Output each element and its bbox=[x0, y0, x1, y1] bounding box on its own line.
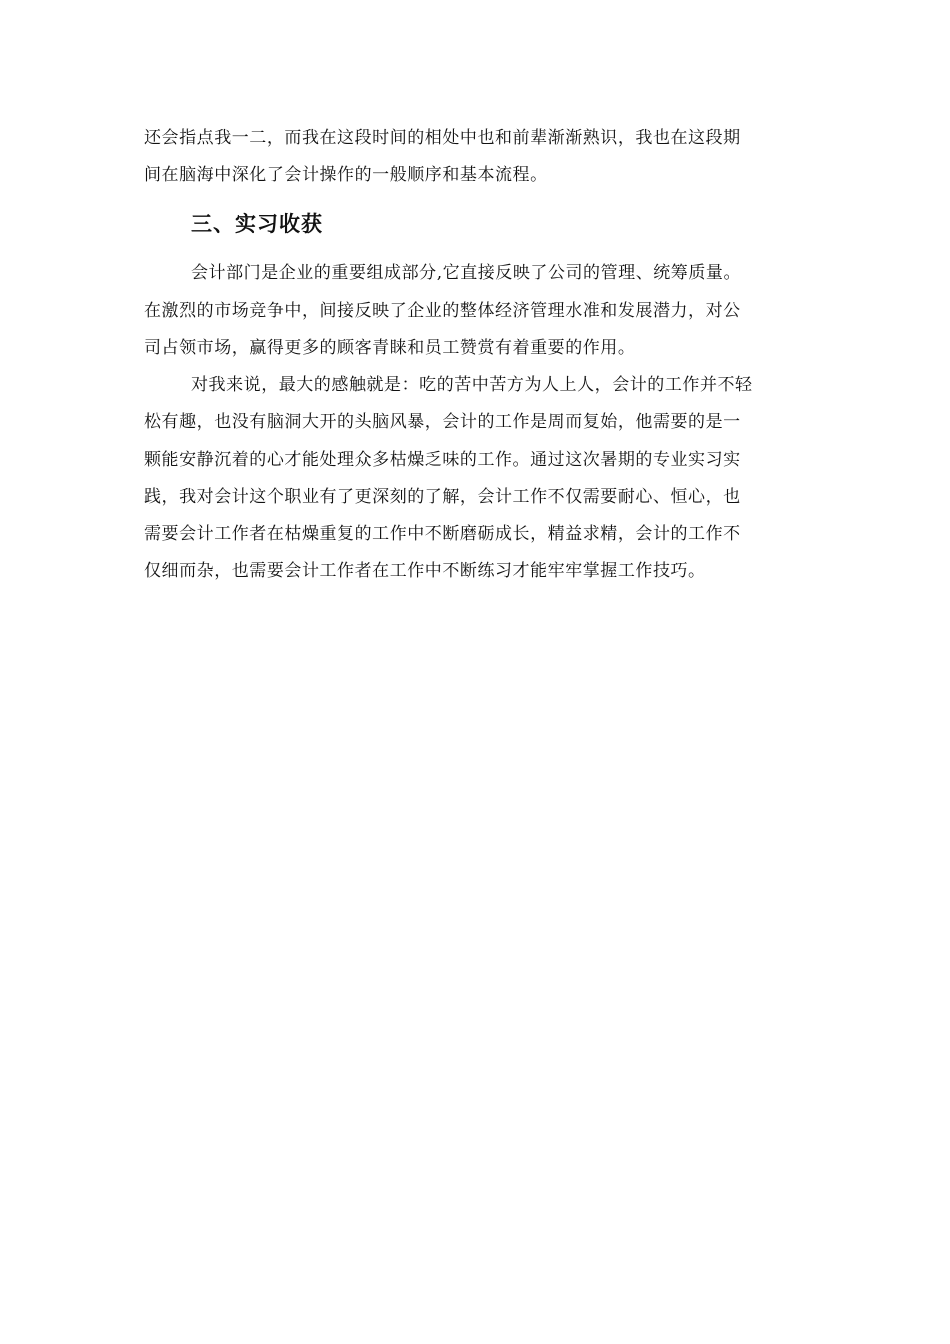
paragraph2-line-6: 仅细而杂，也需要会计工作者在工作中不断练习才能牢牢掌握工作技巧。 bbox=[144, 561, 706, 581]
paragraph2-line-2: 松有趣，也没有脑洞大开的头脑风暴，会计的工作是周而复始，他需要的是一 bbox=[144, 412, 741, 432]
paragraph1-line-3: 司占领市场，赢得更多的顾客青睐和员工赞赏有着重要的作用。 bbox=[144, 338, 636, 358]
paragraph2-line-1: 对我来说，最大的感触就是：吃的苦中苦方为人上人，会计的工作并不轻 bbox=[191, 375, 753, 395]
paragraph2-line-4: 践，我对会计这个职业有了更深刻的了解，会计工作不仅需要耐心、恒心，也 bbox=[144, 487, 741, 507]
intro-line-1: 还会指点我一二，而我在这段时间的相处中也和前辈渐渐熟识，我也在这段期 bbox=[144, 128, 741, 148]
section-heading: 三、实习收获 bbox=[191, 212, 323, 236]
paragraph2-line-5: 需要会计工作者在枯燥重复的工作中不断磨砺成长，精益求精，会计的工作不 bbox=[144, 524, 741, 544]
paragraph1-line-1: 会计部门是企业的重要组成部分,它直接反映了公司的管理、统筹质量。 bbox=[191, 263, 742, 283]
intro-line-2: 间在脑海中深化了会计操作的一般顺序和基本流程。 bbox=[144, 165, 548, 185]
paragraph1-line-2: 在激烈的市场竞争中，间接反映了企业的整体经济管理水准和发展潜力，对公 bbox=[144, 301, 741, 321]
paragraph2-line-3: 颗能安静沉着的心才能处理众多枯燥乏味的工作。通过这次暑期的专业实习实 bbox=[144, 450, 741, 470]
